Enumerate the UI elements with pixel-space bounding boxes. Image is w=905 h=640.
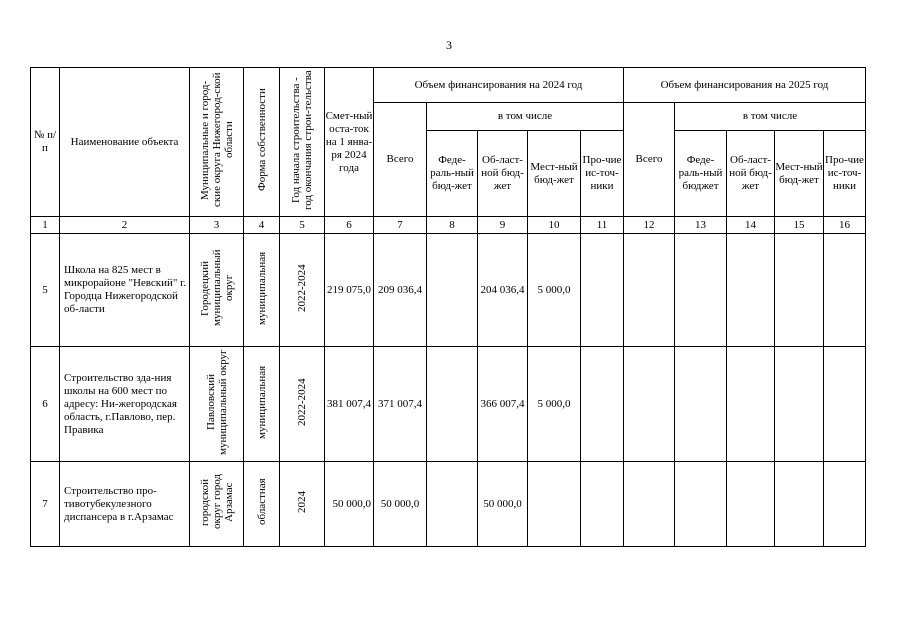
regional-2024: 204 036,4: [478, 234, 528, 347]
header-number: № п/п: [31, 68, 60, 217]
col-number: 3: [190, 217, 244, 234]
header-years: Год начала строительства - год окончания строи-тельства: [280, 68, 325, 217]
municipality: Павловский муниципальный округ: [190, 347, 244, 462]
federal-2024: [427, 234, 478, 347]
row-number: 5: [31, 234, 60, 347]
header-other-2024: Про-чие ис-точ-ники: [581, 131, 624, 217]
federal-2025: [675, 347, 727, 462]
header-including-2024: в том числе: [427, 103, 624, 131]
years: 2024: [280, 462, 325, 547]
remainder: 219 075,0: [325, 234, 374, 347]
ownership: муниципальная: [244, 234, 280, 347]
col-number: 6: [325, 217, 374, 234]
local-2024: 5 000,0: [528, 347, 581, 462]
object-name: Строительство про-тивотубекулезного диспансера в г.Арзамас: [60, 462, 190, 547]
municipality: Городецкий муниципальный округ: [190, 234, 244, 347]
regional-2024: 50 000,0: [478, 462, 528, 547]
header-remainder: Смет-ный оста-ток на 1 янва-ря 2024 года: [325, 68, 374, 217]
regional-2025: [727, 234, 775, 347]
header-local-2024: Мест-ный бюд-жет: [528, 131, 581, 217]
other-2025: [824, 234, 866, 347]
col-number: 5: [280, 217, 325, 234]
total-2025: [624, 234, 675, 347]
col-number: 15: [775, 217, 824, 234]
table-row: [31, 462, 866, 547]
header-ownership: Форма собственности: [244, 68, 280, 217]
col-number: 7: [374, 217, 427, 234]
other-2024: [581, 462, 624, 547]
header-other-2025: Про-чие ис-точ-ники: [824, 131, 866, 217]
page-number: 3: [446, 38, 452, 52]
other-2024: [581, 347, 624, 462]
col-number: 11: [581, 217, 624, 234]
other-2024: [581, 234, 624, 347]
total-2024: 209 036,4: [374, 234, 427, 347]
local-2025: [775, 234, 824, 347]
ownership: областная: [244, 462, 280, 547]
local-2025: [775, 462, 824, 547]
column-numbers-row: [31, 217, 866, 234]
remainder: 381 007,4: [325, 347, 374, 462]
row-number: 7: [31, 462, 60, 547]
other-2025: [824, 347, 866, 462]
municipality: городской округ город Арзамас: [190, 462, 244, 547]
col-number: 12: [624, 217, 675, 234]
col-number: 9: [478, 217, 528, 234]
col-number: 14: [727, 217, 775, 234]
total-2024: 50 000,0: [374, 462, 427, 547]
header-regional-2024: Об-ласт-ной бюд-жет: [478, 131, 528, 217]
col-number: 1: [31, 217, 60, 234]
years: 2022-2024: [280, 347, 325, 462]
years: 2022-2024: [280, 234, 325, 347]
header-including-2025: в том числе: [675, 103, 866, 131]
regional-2024: 366 007,4: [478, 347, 528, 462]
col-number: 2: [60, 217, 190, 234]
table-row: [31, 347, 866, 462]
local-2024: 5 000,0: [528, 234, 581, 347]
total-2025: [624, 347, 675, 462]
header-fin-2025: Объем финансирования на 2025 год: [624, 68, 866, 103]
table-row: [31, 234, 866, 347]
col-number: 13: [675, 217, 727, 234]
header-federal-2025: Феде-раль-ный бюджет: [675, 131, 727, 217]
total-2024: 371 007,4: [374, 347, 427, 462]
col-number: 16: [824, 217, 866, 234]
header-total-2025: Всего: [624, 103, 675, 217]
header-object-name: Наименование объекта: [60, 68, 190, 217]
object-name: Школа на 825 мест в микрорайоне "Невский" г. Городца Нижегородской об-ласти: [60, 234, 190, 347]
header-total-2024: Всего: [374, 103, 427, 217]
header-federal-2024: Феде-раль-ный бюд-жет: [427, 131, 478, 217]
local-2024: [528, 462, 581, 547]
row-number: 6: [31, 347, 60, 462]
header-fin-2024: Объем финансирования на 2024 год: [374, 68, 624, 103]
financing-table: [30, 67, 866, 547]
header-municipality: Муниципальные и город-ские округа Нижегород-ской области: [190, 68, 244, 217]
total-2025: [624, 462, 675, 547]
object-name: Строительство зда-ния школы на 600 мест по адресу: Ни-жегородская область, г.Павлово, пер. Правика: [60, 347, 190, 462]
header-row-1: [31, 68, 866, 103]
federal-2024: [427, 462, 478, 547]
regional-2025: [727, 347, 775, 462]
local-2025: [775, 347, 824, 462]
remainder: 50 000,0: [325, 462, 374, 547]
col-number: 8: [427, 217, 478, 234]
federal-2025: [675, 462, 727, 547]
regional-2025: [727, 462, 775, 547]
col-number: 10: [528, 217, 581, 234]
col-number: 4: [244, 217, 280, 234]
ownership: муниципальная: [244, 347, 280, 462]
header-regional-2025: Об-ласт-ной бюд-жет: [727, 131, 775, 217]
other-2025: [824, 462, 866, 547]
federal-2025: [675, 234, 727, 347]
federal-2024: [427, 347, 478, 462]
header-local-2025: Мест-ный бюд-жет: [775, 131, 824, 217]
